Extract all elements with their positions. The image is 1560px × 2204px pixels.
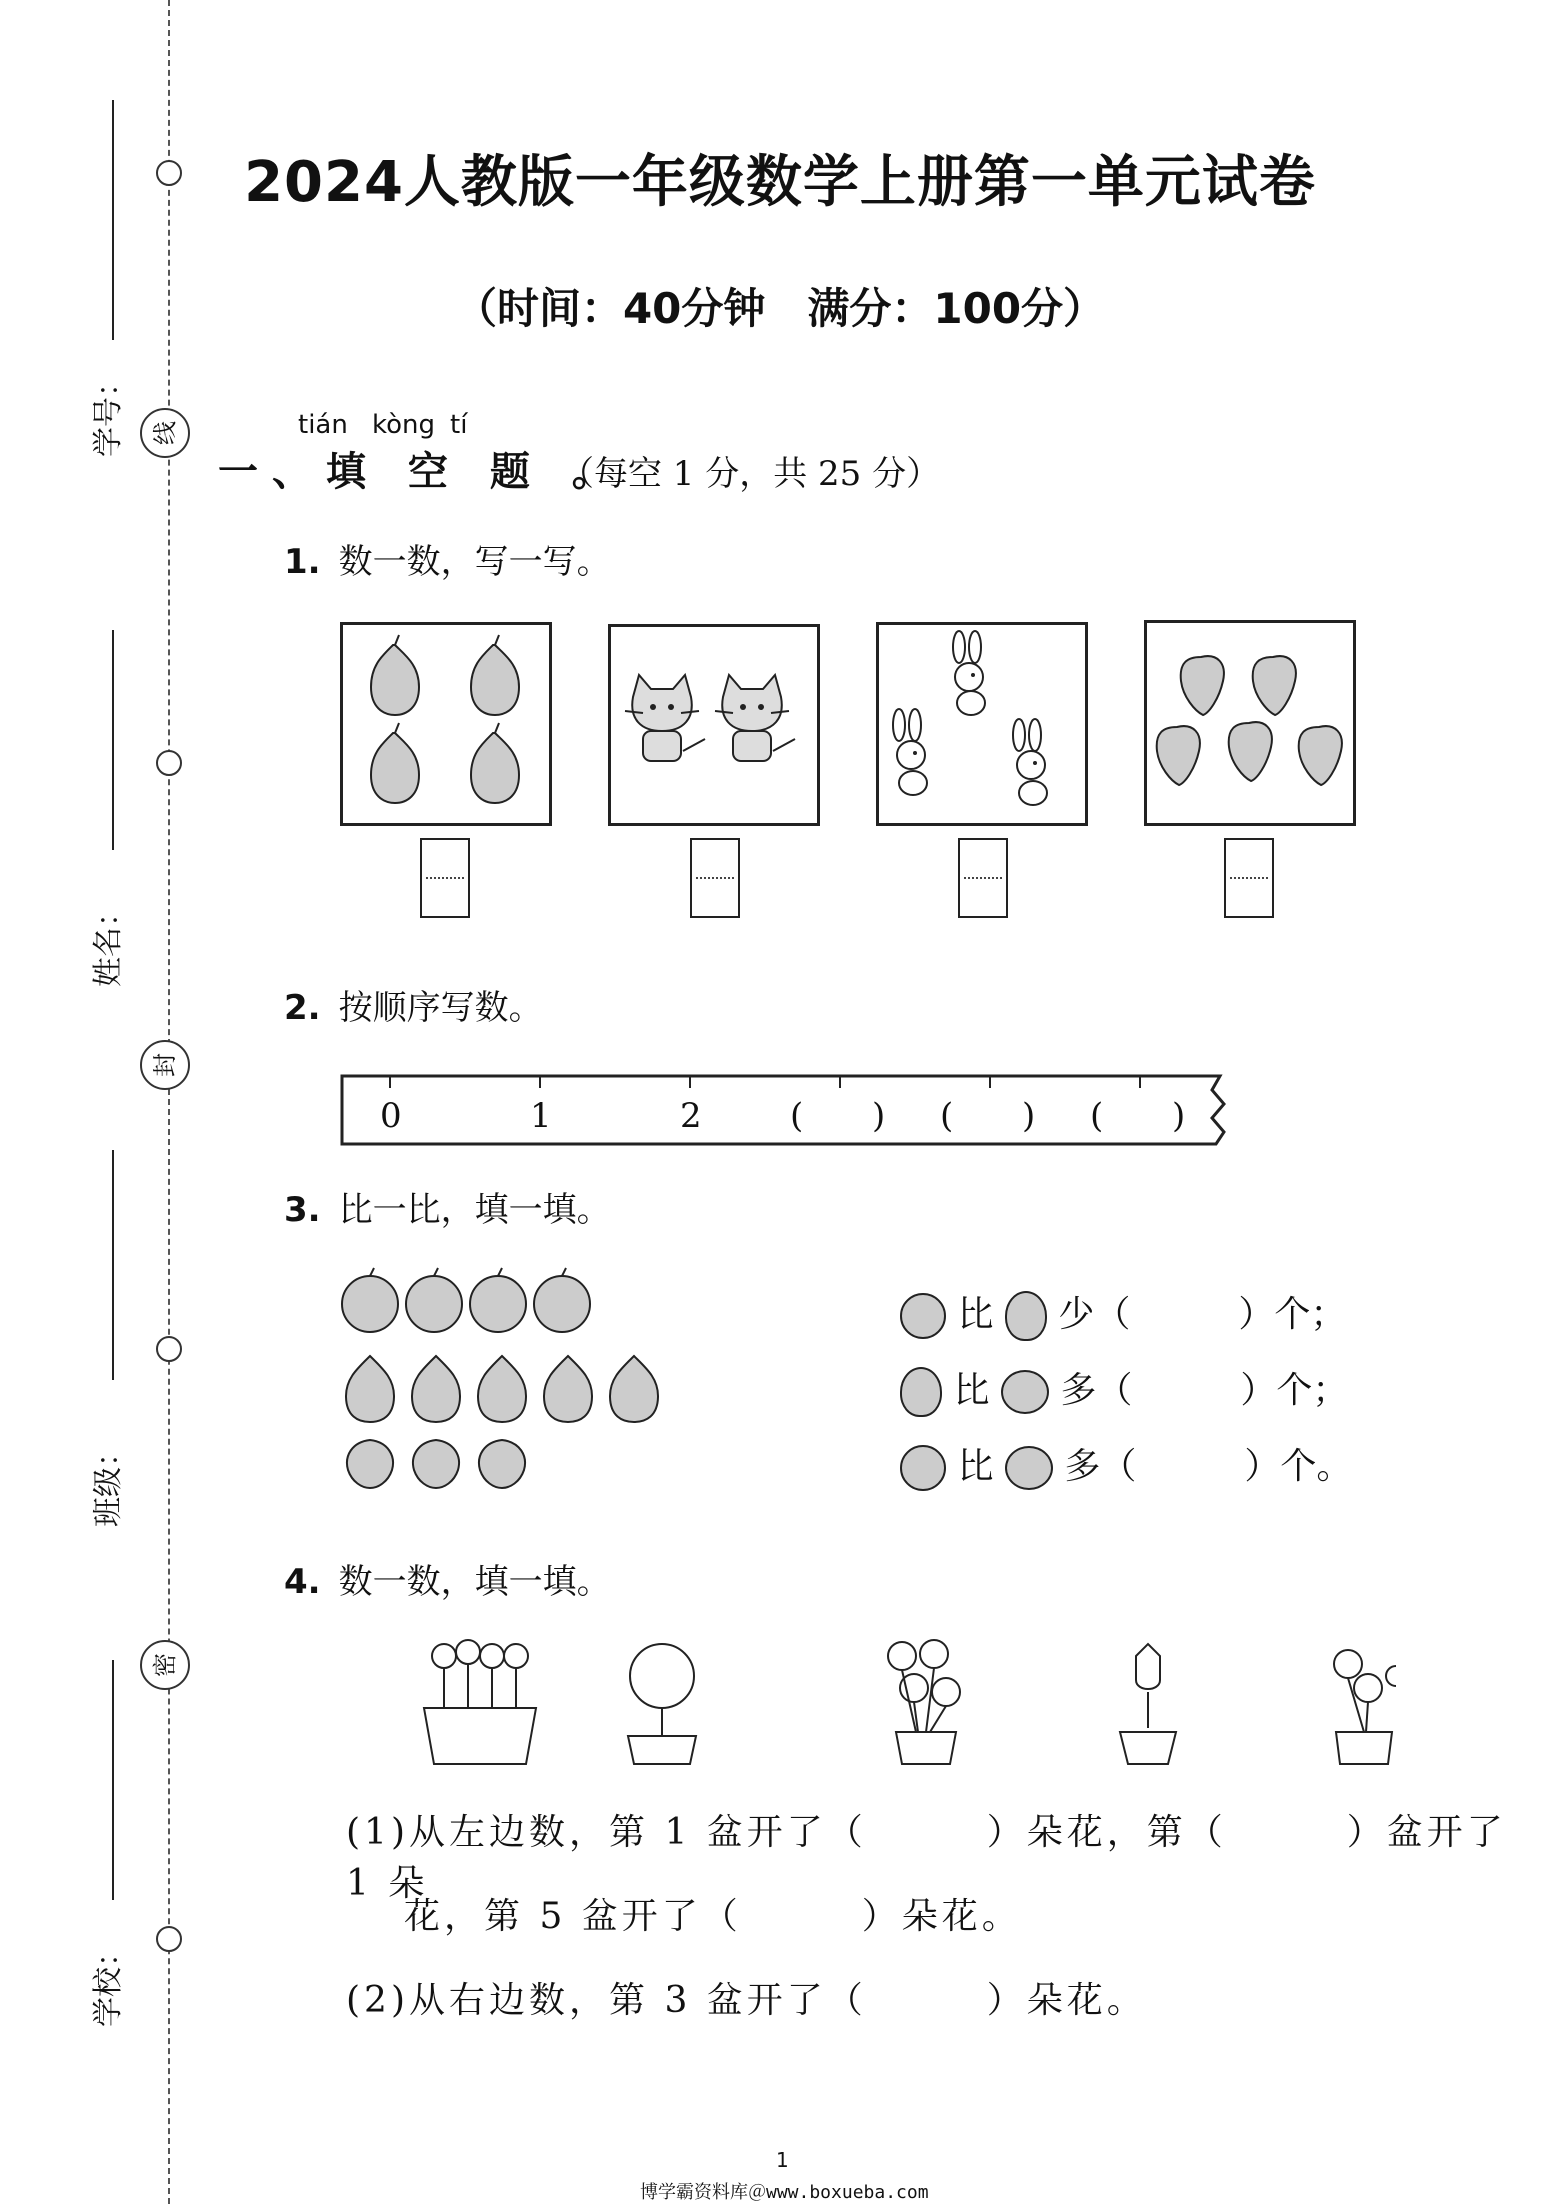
- peach-icon: [1005, 1446, 1053, 1490]
- compare-row-1-blank[interactable]: 少（ ）个；: [1058, 1294, 1347, 1335]
- exam-subtitle: （时间：40分钟 满分：100分）: [454, 284, 1106, 333]
- question-1-number: 1.: [284, 542, 321, 582]
- apple-icon: [900, 1293, 946, 1339]
- page-number: 1: [776, 2148, 789, 2172]
- question-3-title: [284, 1182, 611, 1231]
- cat-group-icon: [608, 624, 820, 826]
- pear-icon: [1005, 1291, 1047, 1341]
- seal-secret: 密: [140, 1640, 190, 1690]
- answer-box-cats[interactable]: [690, 838, 740, 918]
- question-1-text: 数一数，写一写。: [338, 542, 611, 582]
- compare-row-1-word: 比: [957, 1294, 994, 1335]
- student-id-label: 学号：: [91, 367, 126, 457]
- question-4-part-1-line-2[interactable]: 花，第 5 盆开了（ ）朵花。: [404, 1896, 1022, 1937]
- ruler-blank-2-open: (: [940, 1096, 954, 1136]
- answer-box-strawberries[interactable]: [1224, 838, 1274, 918]
- class-label: 班级：: [91, 1437, 126, 1527]
- compare-row-3-blank[interactable]: 多（ ）个。: [1064, 1446, 1353, 1487]
- question-4-title: [284, 1554, 611, 1603]
- rabbit-group-icon: [876, 622, 1088, 826]
- question-3-text: 比一比，填一填。: [338, 1190, 611, 1230]
- school-line[interactable]: [112, 1660, 114, 1900]
- footer-source: 博学霸资料库＠www.boxueba.com: [640, 2182, 929, 2203]
- name-line[interactable]: [112, 630, 114, 850]
- compare-row-3: [900, 1438, 1352, 1491]
- question-3-number: 3.: [284, 1190, 321, 1230]
- pear-icon: [900, 1367, 942, 1417]
- pinyin-tian: tián: [298, 410, 348, 440]
- section-score-note: （每空 1 分，共 25 分）: [560, 454, 941, 494]
- question-4-number: 4.: [284, 1562, 321, 1602]
- class-line[interactable]: [112, 1150, 114, 1380]
- compare-row-1: [900, 1286, 1346, 1341]
- question-2-text: 按顺序写数。: [338, 988, 543, 1028]
- ruler-blank-3-close: ): [1172, 1096, 1186, 1136]
- peach-icon: [1001, 1370, 1049, 1414]
- compare-row-3-word: 比: [957, 1446, 994, 1487]
- ruler-blank-2-close: ): [1022, 1096, 1036, 1136]
- question-2-number: 2.: [284, 988, 321, 1028]
- ruler-blank-3-open: (: [1090, 1096, 1104, 1136]
- ruler-blank-1-close: ): [872, 1096, 886, 1136]
- binding-hole: [156, 750, 182, 776]
- ruler-blank-1-open: (: [790, 1096, 804, 1136]
- section-heading: 一、填 空 题 。: [218, 449, 626, 495]
- compare-row-2-word: 比: [953, 1370, 990, 1411]
- flowerpots-picture: [416, 1636, 1396, 1766]
- binding-hole: [156, 1926, 182, 1952]
- question-4-text: 数一数，填一填。: [338, 1562, 611, 1602]
- ruler-tick-2: 2: [680, 1096, 702, 1136]
- pinyin-ti: tí: [450, 410, 468, 440]
- exam-title: 2024人教版一年级数学上册第一单元试卷: [244, 150, 1316, 215]
- fruit-rows-picture: [340, 1266, 680, 1506]
- seal-line: 线: [140, 408, 190, 458]
- name-label: 姓名：: [91, 897, 126, 987]
- binding-hole: [156, 1336, 182, 1362]
- question-1-title: [284, 534, 611, 583]
- question-2-title: [284, 980, 543, 1029]
- question-4-part-2[interactable]: (2)从右边数，第 3 盆开了（ ）朵花。: [346, 1980, 1147, 2021]
- answer-box-rabbits[interactable]: [958, 838, 1008, 918]
- strawberry-group-icon: [1144, 620, 1356, 826]
- seal-seal: 封: [140, 1040, 190, 1090]
- pear-group-icon: [340, 622, 552, 826]
- school-label: 学校：: [91, 1937, 126, 2027]
- pinyin-kong: kòng: [372, 410, 436, 440]
- ruler-tick-1: 1: [530, 1096, 552, 1136]
- apple-icon: [900, 1445, 946, 1491]
- answer-box-pears[interactable]: [420, 838, 470, 918]
- ruler-tick-0: 0: [380, 1096, 402, 1136]
- compare-row-2-blank[interactable]: 多（ ）个；: [1060, 1370, 1349, 1411]
- compare-row-2: [900, 1362, 1348, 1417]
- question-4-part-1-line-1[interactable]: (1)从左边数，第 1 盆开了（ ）朵花，第（ ）盆开了 1 朵: [346, 1812, 1507, 1904]
